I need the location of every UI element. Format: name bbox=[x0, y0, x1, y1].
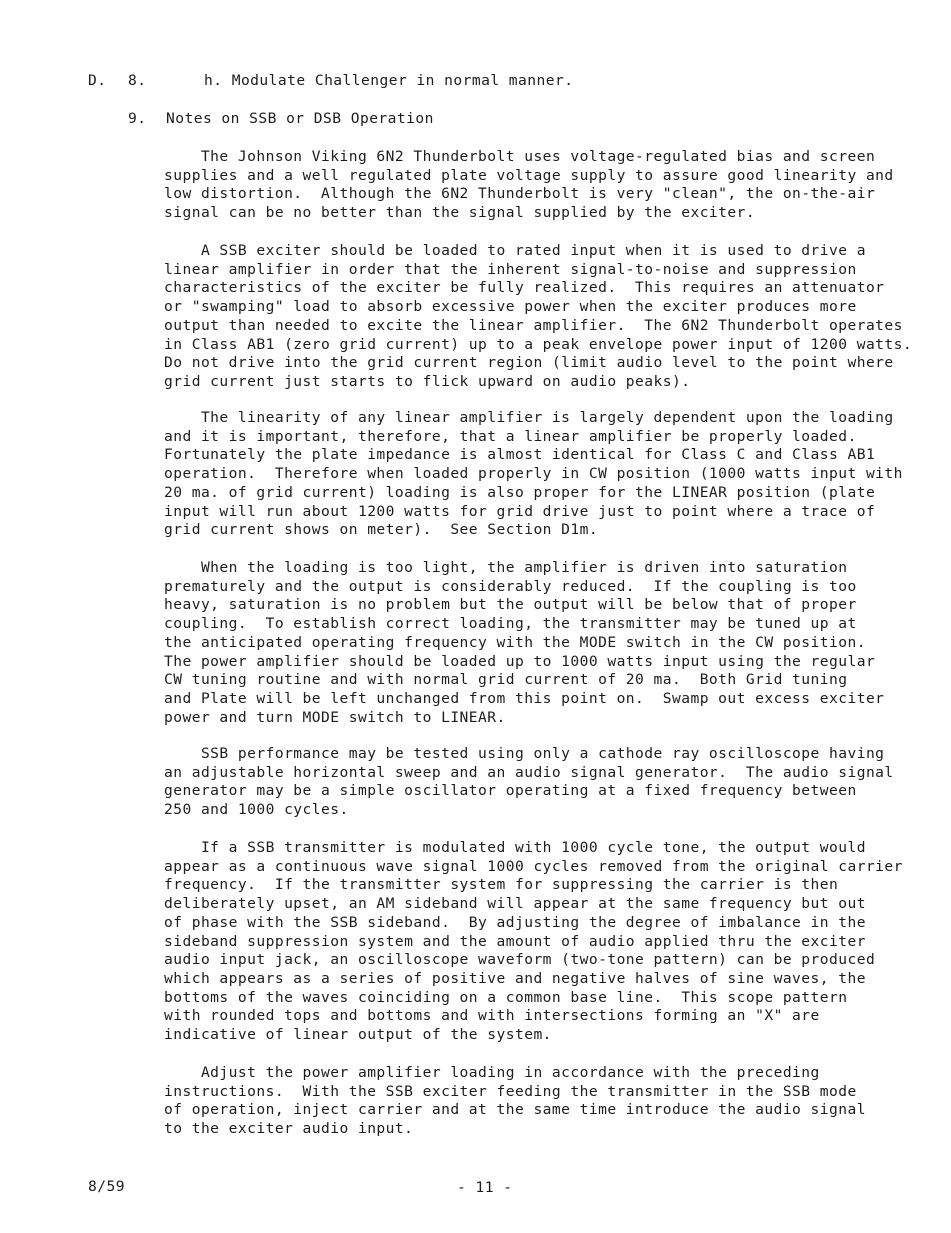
text-line: output than needed to excite the linear amplifier. The 6N2 Thunderbolt operates bbox=[164, 316, 903, 334]
paragraph-6 bbox=[164, 839, 934, 1045]
text-line: of phase with the SSB sideband. By adjusting the degree of imbalance in the bbox=[164, 913, 866, 931]
text-line: instructions. With the SSB exciter feeding the transmitter in the SSB mode bbox=[164, 1082, 857, 1100]
text-line: the anticipated operating frequency with the MODE switch in the CW position. bbox=[164, 633, 866, 651]
text-line: sideband suppression system and the amount of audio applied thru the exciter bbox=[164, 932, 866, 950]
text-line: 250 and 1000 cycles. bbox=[164, 801, 349, 819]
text-line: bottoms of the waves coinciding on a common base line. This scope pattern bbox=[164, 988, 848, 1006]
text-line: operation. Therefore when loaded properly in CW position (1000 watts input with bbox=[164, 465, 903, 483]
text-line: in Class AB1 (zero grid current) up to a peak envelope power input of 1200 watts. bbox=[164, 335, 913, 353]
text-line: frequency. If the transmitter system for suppressing the carrier is then bbox=[164, 876, 839, 894]
text-line: of operation, inject carrier and at the same time introduce the audio signal bbox=[164, 1101, 866, 1119]
text-line: deliberately upset, an AM sideband will appear at the same frequency but out bbox=[164, 895, 866, 913]
text-line: low distortion. Although the 6N2 Thunderbolt is very "clean", the on-the-air bbox=[164, 185, 876, 203]
text-line: coupling. To establish correct loading, the transmitter may be tuned up at bbox=[164, 615, 857, 633]
text-line: The power amplifier should be loaded up to 1000 watts input using the regular bbox=[164, 652, 876, 670]
text-line: to the exciter audio input. bbox=[164, 1120, 414, 1138]
text-line: input will run about 1200 watts for grid drive just to point where a trace of bbox=[164, 502, 876, 520]
text-line: and Plate will be left unchanged from this point on. Swamp out excess exciter bbox=[164, 689, 885, 707]
text-line: SSB performance may be tested using only a cathode ray oscilloscope having bbox=[164, 745, 885, 762]
text-line: Do not drive into the grid current region (limit audio level to the point where bbox=[164, 354, 894, 372]
text-line: appear as a continuous wave signal 1000 cycles removed from the original carrier bbox=[164, 857, 903, 875]
paragraph-5 bbox=[164, 745, 934, 820]
item-9-title: Notes on SSB or DSB Operation bbox=[166, 110, 434, 127]
text-line: prematurely and the output is considerably reduced. If the coupling is too bbox=[164, 577, 857, 595]
text-line: or "swamping" load to absorb excessive power when the exciter produces more bbox=[164, 298, 857, 316]
text-line: audio input jack, an oscilloscope waveform (two-tone pattern) can be produced bbox=[164, 951, 876, 969]
text-line: When the loading is too light, the amplifier is driven into saturation bbox=[164, 559, 848, 576]
text-line: Fortunately the plate impedance is almost identical for Class C and Class AB1 bbox=[164, 446, 876, 464]
text-line: characteristics of the exciter be fully realized. This requires an attenuator bbox=[164, 279, 885, 297]
text-line: grid current shows on meter). See Section D1m. bbox=[164, 521, 599, 539]
text-line: and it is important, therefore, that a linear amplifier be properly loaded. bbox=[164, 427, 857, 445]
text-line: 20 ma. of grid current) loading is also proper for the LINEAR position (plate bbox=[164, 483, 876, 501]
text-line: supplies and a well regulated plate voltage supply to assure good linearity and bbox=[164, 166, 894, 184]
footer-date: 8/59 bbox=[88, 1178, 125, 1195]
text-line: The Johnson Viking 6N2 Thunderbolt uses voltage-regulated bias and screen bbox=[164, 148, 876, 165]
item-number: 8. bbox=[128, 72, 147, 89]
paragraph-4 bbox=[164, 559, 934, 727]
text-line: The linearity of any linear amplifier is largely dependent upon the loading bbox=[164, 409, 894, 426]
text-line: heavy, saturation is no problem but the output will be below that of proper bbox=[164, 596, 857, 614]
text-line: indicative of linear output of the system. bbox=[164, 1026, 552, 1044]
text-line: which appears as a series of positive and negative halves of sine waves, the bbox=[164, 969, 866, 987]
page-number: - 11 - bbox=[457, 1179, 513, 1196]
paragraph-3 bbox=[164, 409, 934, 540]
text-line: power and turn MODE switch to LINEAR. bbox=[164, 708, 506, 726]
text-line: signal can be no better than the signal supplied by the exciter. bbox=[164, 204, 756, 222]
text-line: If a SSB transmitter is modulated with 1000 cycle tone, the output would bbox=[164, 839, 866, 856]
text-line: with rounded tops and bottoms and with intersections forming an "X" are bbox=[164, 1007, 820, 1025]
text-line: Adjust the power amplifier loading in accordance with the preceding bbox=[164, 1064, 820, 1081]
text-line: CW tuning routine and with normal grid current of 20 ma. Both Grid tuning bbox=[164, 671, 848, 689]
section-label: D. bbox=[88, 72, 107, 89]
item-9-number: 9. bbox=[128, 110, 147, 127]
text-line: grid current just starts to flick upward on audio peaks). bbox=[164, 372, 691, 390]
paragraph-7 bbox=[164, 1064, 934, 1139]
text-line: linear amplifier in order that the inherent signal-to-noise and suppression bbox=[164, 260, 857, 278]
text-line: generator may be a simple oscillator operating at a fixed frequency between bbox=[164, 782, 857, 800]
paragraph-2 bbox=[164, 242, 934, 392]
sub-item-text: h. Modulate Challenger in normal manner. bbox=[204, 72, 574, 89]
text-line: A SSB exciter should be loaded to rated input when it is used to drive a bbox=[164, 242, 866, 259]
paragraph-1 bbox=[164, 148, 934, 223]
text-line: an adjustable horizontal sweep and an audio signal generator. The audio signal bbox=[164, 763, 894, 781]
